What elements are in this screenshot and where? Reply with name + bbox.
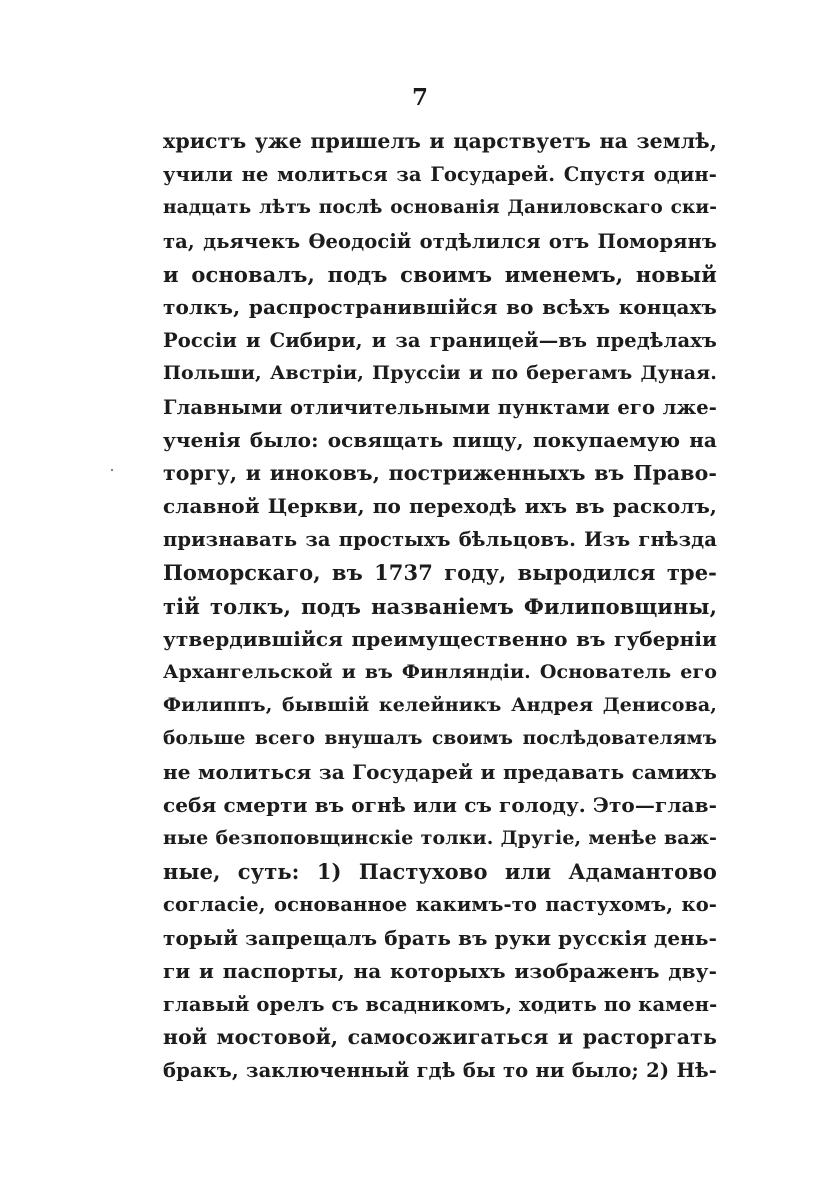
text-line: главый орелъ съ всадникомъ, ходить по камен- [163, 992, 718, 1016]
print-speck [111, 469, 113, 471]
text-line: тій толкъ, подъ названіемъ Филиповщины, [163, 593, 717, 619]
text-line: утвердившійся преимущественно въ губерніи [163, 626, 717, 651]
text-line: торый запрещалъ брать въ руки русскія день- [163, 925, 717, 950]
text-line: согласіе, основанное какимъ-то пастухомъ, ко- [163, 893, 717, 917]
text-line: больше всего внушалъ своимъ послѣдователямъ [163, 728, 717, 750]
text-line: Главными отличительными пунктами его лже- [163, 395, 717, 419]
text-line: Поморскаго, въ 1737 году, выродился тре- [163, 560, 717, 586]
text-line: торгу, и иноковъ, постриженныхъ въ Право- [163, 460, 717, 485]
text-line: не молиться за Государей и предавать самихъ [163, 759, 717, 784]
text-line: Польши, Австріи, Пруссіи и по берегамъ Дуная. [163, 362, 717, 385]
page-number: 7 [411, 84, 428, 111]
text-line: Архангельской и въ Финляндіи. Основатель его [163, 661, 717, 683]
text-line: надцать лѣтъ послѣ основанія Даниловскаго ски- [163, 197, 717, 219]
text-line: бракъ, заключенный гдѣ бы то ни было; 2) Нѣ- [163, 1059, 717, 1083]
text-line: ные, суть: 1) Пастухово или Адамантово [163, 859, 717, 885]
text-line: толкъ, распространившійся во всѣхъ концахъ [163, 294, 717, 319]
body-text [163, 125, 717, 1087]
text-line: славной Церкви, по переходѣ ихъ въ расколъ, [163, 494, 717, 519]
text-line: Россіи и Сибири, и за границей—въ предѣлахъ [163, 329, 717, 353]
text-line: Филиппъ, бывшій келейникъ Андрея Денисова, [163, 694, 717, 717]
text-line: ные безпоповщинскіе толки. Другіе, менѣе важ- [163, 826, 717, 849]
text-line: признавать за простыхъ бѣльцовъ. Изъ гнѣзда [163, 528, 717, 552]
text-line: себя смерти въ огнѣ или съ голоду. Это—глав- [163, 792, 717, 817]
text-line: христъ уже пришелъ и царствуетъ на землѣ, [163, 129, 717, 153]
text-line: ной мостовой, самосожигаться и расторгать [163, 1025, 717, 1050]
text-line: ученія было: освящать пищу, покупаемую на [163, 427, 717, 452]
text-line: ги и паспорты, на которыхъ изображенъ дву- [163, 958, 717, 983]
text-line: та, дьячекъ Ѳеодосій отдѣлился отъ Поморянъ [163, 229, 717, 253]
text-line: и основалъ, подъ своимъ именемъ, новый [163, 261, 717, 287]
text-line: учили не молиться за Государей. Спустя один- [163, 163, 717, 187]
